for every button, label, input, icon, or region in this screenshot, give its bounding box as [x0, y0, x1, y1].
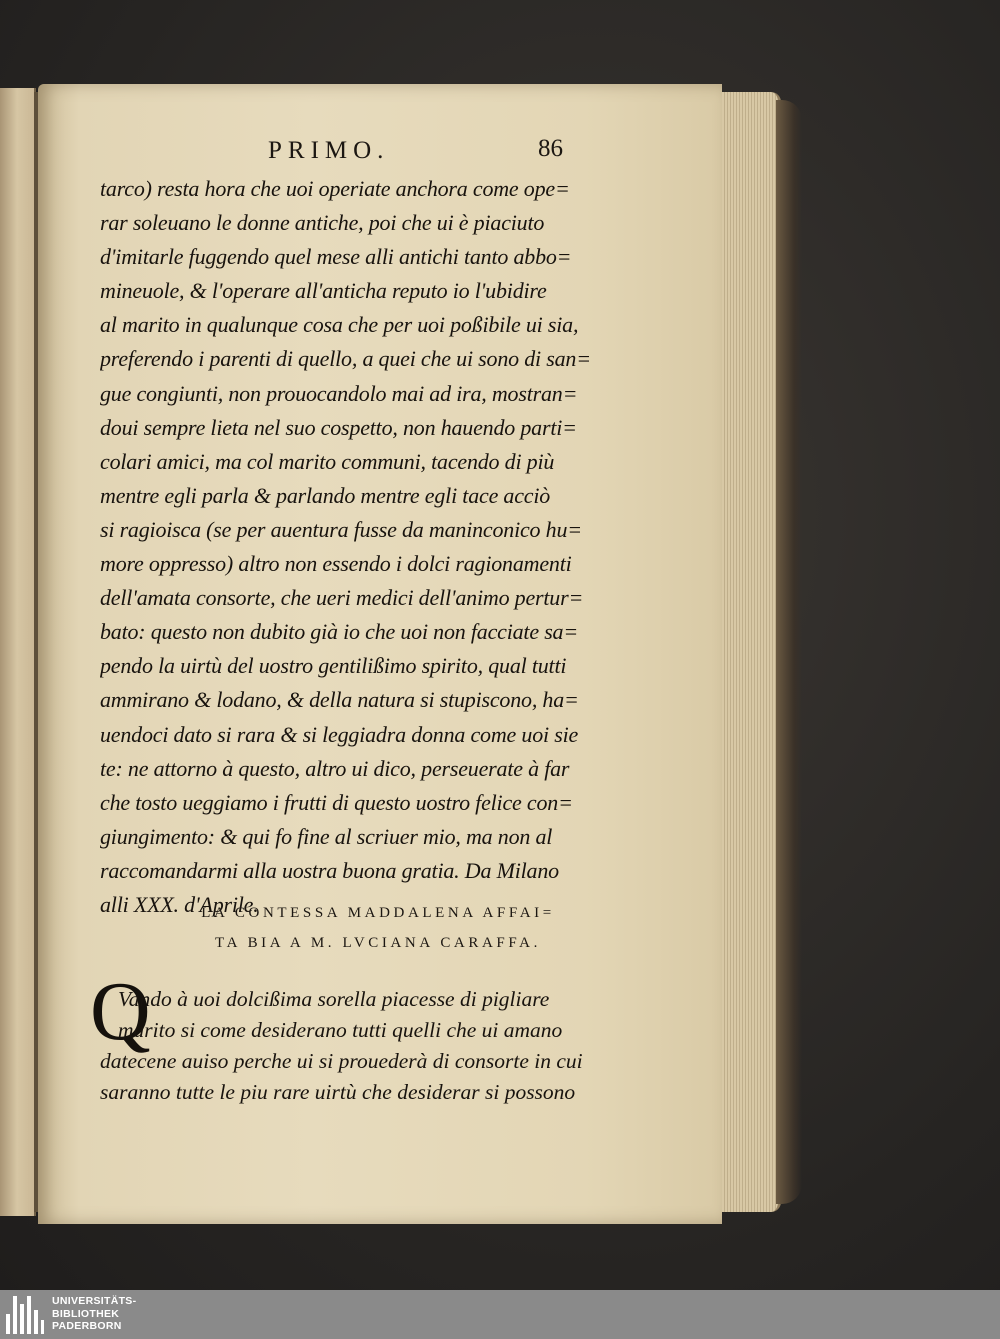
text-line: al marito in qualunque cosa che per uoi poßibile ui sia,: [100, 312, 579, 338]
body-text: [100, 172, 635, 922]
text-line: te: ne attorno à questo, altro ui dico, perseuerate à far: [100, 755, 570, 781]
library-name: [52, 1295, 136, 1333]
letter-heading: [128, 898, 628, 958]
page-block-edges: [716, 92, 781, 1212]
text-line: d'imitarle fuggendo quel mese alli antichi tanto abbo=: [100, 244, 572, 270]
letter-heading-line-1: LA CONTESSA MADDALENA AFFAI=: [201, 905, 555, 921]
letter-line: Vando à uoi dolcißima sorella piacesse di pigliare: [118, 987, 550, 1011]
text-line: uendoci dato si rara & si leggiadra donna come uoi sie: [100, 721, 579, 747]
library-bars-logo-icon: [6, 1296, 44, 1334]
library-name-line-3: PADERBORN: [52, 1320, 122, 1332]
letter-line: marito si come desiderano tutti quelli che ui amano: [118, 1018, 563, 1042]
text-line: preferendo i parenti di quello, a quei che ui sono di san=: [100, 346, 591, 372]
text-line: che tosto ueggiamo i frutti di questo uostro felice con=: [100, 789, 573, 815]
letter-line: saranno tutte le piu rare uirtù che desiderar si possono: [100, 1080, 576, 1104]
text-line: dell'amata consorte, che ueri medici dell'animo pertur=: [100, 585, 584, 611]
letter-heading-line-2: TA BIA A M. LVCIANA CARAFFA.: [215, 935, 541, 951]
text-line: si ragioisca (se per auentura fusse da maninconico hu=: [100, 516, 582, 542]
running-head: PRIMO.: [268, 137, 390, 164]
text-line: bato: questo non dubito già io che uoi non facciate sa=: [100, 619, 579, 645]
text-line: ammirano & lodano, & della natura si stupiscono, ha=: [100, 687, 579, 713]
drop-cap-initial: Q: [90, 965, 151, 1058]
letter-line: datecene auiso perche ui si prouederà di consorte in cui: [100, 1049, 583, 1073]
text-line-dateline: alli XXX. d'Aprile.: [100, 891, 259, 917]
text-line: colari amici, ma col marito communi, tacendo di più: [100, 448, 555, 474]
letter-body: [100, 984, 633, 1108]
left-page-edge: [0, 88, 36, 1216]
page-number: 86: [538, 135, 563, 162]
text-line: gue congiunti, non prouocandolo mai ad ira, mostran=: [100, 380, 578, 406]
text-line: more oppresso) altro non essendo i dolci ragionamenti: [100, 551, 572, 577]
library-footer-bar: [0, 1290, 1000, 1339]
binding-shadow: [776, 100, 802, 1204]
text-line: tarco) resta hora che uoi operiate anchora come ope=: [100, 176, 570, 201]
library-name-line-2: BIBLIOTHEK: [52, 1307, 120, 1320]
page-header: [100, 135, 620, 175]
text-line: rar soleuano le donne antiche, poi che ui è piaciuto: [100, 210, 545, 236]
text-line: giungimento: & qui fo fine al scriuer mio, ma non al: [100, 823, 553, 849]
text-line: mentre egli parla & parlando mentre egli tace acciò: [100, 482, 551, 508]
text-line: mineuole, & l'operare all'anticha reputo io l'ubidire: [100, 278, 547, 304]
library-name-line-1: UNIVERSITÄTS-: [52, 1295, 137, 1307]
text-line: pendo la uirtù del uostro gentilißimo spirito, qual tutti: [100, 653, 567, 679]
text-line: doui sempre lieta nel suo cospetto, non hauendo parti=: [100, 414, 577, 440]
text-line: raccomandarmi alla uostra buona gratia. Da Milano: [100, 857, 559, 883]
